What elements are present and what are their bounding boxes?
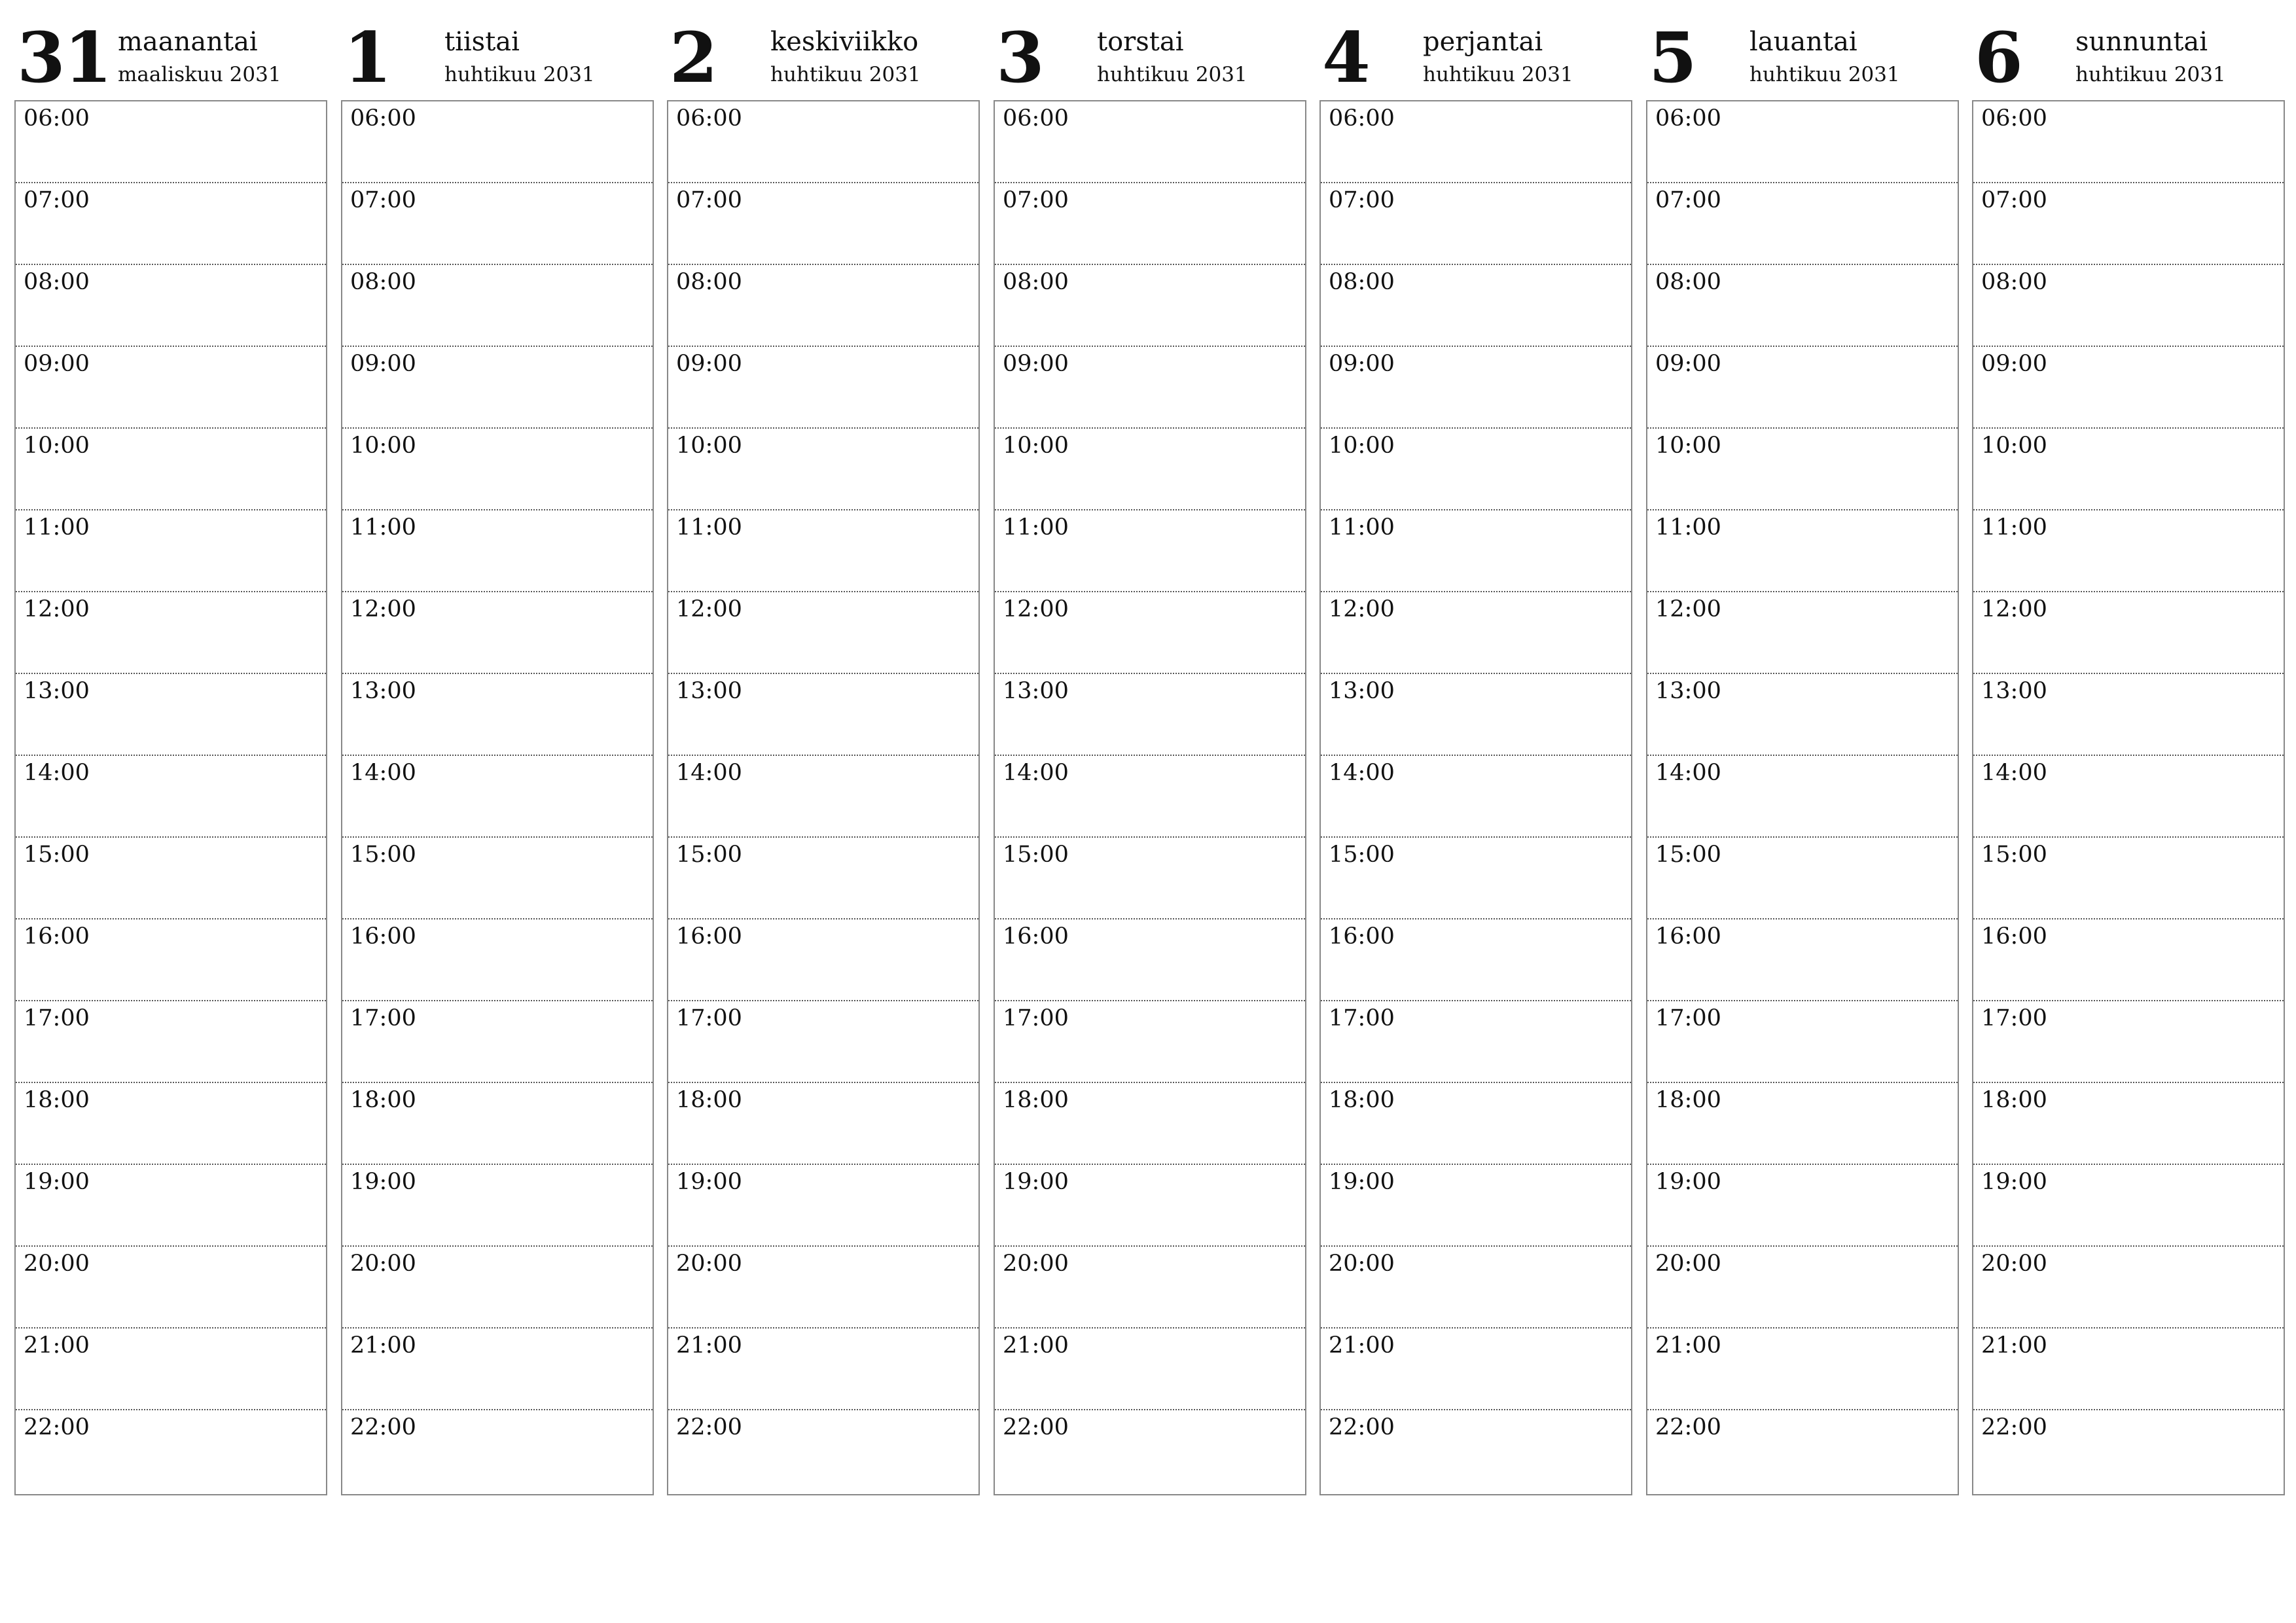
time-slot[interactable] (995, 1247, 1305, 1329)
time-slot[interactable] (16, 1329, 326, 1410)
day-month: huhtikuu 2031 (444, 63, 595, 86)
slot-time-label: 14:00 (1655, 760, 1721, 786)
slot-time-label: 18:00 (1655, 1087, 1721, 1113)
day-header (994, 0, 1306, 98)
day-name: torstai (1097, 27, 1184, 57)
time-slot[interactable] (1973, 510, 2284, 592)
slot-time-label: 08:00 (1329, 269, 1395, 295)
slot-time-label: 20:00 (24, 1251, 90, 1277)
slot-time-label: 13:00 (350, 678, 416, 704)
slot-time-label: 08:00 (24, 269, 90, 295)
time-slot[interactable] (1647, 592, 1958, 674)
time-slot[interactable] (995, 838, 1305, 919)
time-slot[interactable] (342, 1410, 653, 1492)
time-slot[interactable] (1973, 1410, 2284, 1492)
slot-time-label: 15:00 (676, 842, 742, 868)
time-slot[interactable] (342, 919, 653, 1001)
slot-time-label: 14:00 (24, 760, 90, 786)
time-slot[interactable] (1321, 1001, 1631, 1083)
slot-time-label: 17:00 (1329, 1005, 1395, 1031)
day-number: 6 (1975, 16, 2022, 98)
time-slot[interactable] (668, 1247, 978, 1329)
time-slot[interactable] (1647, 674, 1958, 756)
time-slot[interactable] (1973, 1083, 2284, 1165)
time-slot[interactable] (668, 265, 978, 347)
time-slot[interactable] (1321, 510, 1631, 592)
day-month: huhtikuu 2031 (770, 63, 921, 86)
slot-time-label: 17:00 (1003, 1005, 1069, 1031)
slot-time-label: 09:00 (1329, 351, 1395, 377)
day-schedule-box (1972, 100, 2285, 1495)
slot-time-label: 11:00 (676, 514, 742, 541)
time-slot[interactable] (995, 1410, 1305, 1492)
slot-time-label: 17:00 (350, 1005, 416, 1031)
time-slot[interactable] (668, 919, 978, 1001)
slot-time-label: 20:00 (1655, 1251, 1721, 1277)
slot-time-label: 08:00 (1003, 269, 1069, 295)
day-schedule-box (1319, 100, 1632, 1495)
time-slot[interactable] (342, 183, 653, 265)
slot-time-label: 14:00 (1329, 760, 1395, 786)
time-slot[interactable] (1973, 592, 2284, 674)
time-slot[interactable] (1647, 919, 1958, 1001)
slot-time-label: 19:00 (676, 1169, 742, 1195)
day-month: huhtikuu 2031 (1749, 63, 1900, 86)
time-slot[interactable] (342, 1083, 653, 1165)
day-schedule-box (667, 100, 980, 1495)
slot-time-label: 21:00 (1329, 1332, 1395, 1359)
day-name: maanantai (118, 27, 258, 57)
day-number: 5 (1649, 16, 1696, 98)
day-month: huhtikuu 2031 (1097, 63, 1247, 86)
slot-time-label: 07:00 (1003, 187, 1069, 213)
slot-time-label: 12:00 (1003, 596, 1069, 622)
time-slot[interactable] (1647, 1329, 1958, 1410)
day-name: tiistai (444, 27, 520, 57)
time-slot[interactable] (995, 101, 1305, 183)
time-slot[interactable] (1973, 838, 2284, 919)
slot-time-label: 11:00 (350, 514, 416, 541)
time-slot[interactable] (1647, 838, 1958, 919)
slot-time-label: 09:00 (676, 351, 742, 377)
slot-time-label: 07:00 (24, 187, 90, 213)
time-slot[interactable] (668, 1001, 978, 1083)
time-slot[interactable] (1321, 183, 1631, 265)
time-slot[interactable] (1973, 1329, 2284, 1410)
slot-time-label: 09:00 (24, 351, 90, 377)
time-slot[interactable] (1321, 429, 1631, 510)
time-slot[interactable] (16, 1001, 326, 1083)
slot-time-label: 06:00 (350, 105, 416, 132)
slot-time-label: 22:00 (676, 1414, 742, 1440)
slot-time-label: 10:00 (1003, 433, 1069, 459)
slot-time-label: 10:00 (1329, 433, 1395, 459)
day-number: 2 (670, 16, 717, 98)
time-slot[interactable] (1321, 1329, 1631, 1410)
slot-time-label: 19:00 (350, 1169, 416, 1195)
slot-time-label: 20:00 (1003, 1251, 1069, 1277)
day-header (667, 0, 980, 98)
day-name: keskiviikko (770, 27, 919, 57)
slot-time-label: 21:00 (1655, 1332, 1721, 1359)
slot-time-label: 11:00 (1329, 514, 1395, 541)
day-number: 4 (1322, 16, 1369, 98)
slot-time-label: 16:00 (24, 923, 90, 950)
slot-time-label: 11:00 (1003, 514, 1069, 541)
time-slot[interactable] (995, 1001, 1305, 1083)
time-slot[interactable] (1973, 919, 2284, 1001)
slot-time-label: 08:00 (350, 269, 416, 295)
slot-time-label: 12:00 (350, 596, 416, 622)
slot-time-label: 20:00 (350, 1251, 416, 1277)
time-slot[interactable] (668, 510, 978, 592)
time-slot[interactable] (1647, 101, 1958, 183)
time-slot[interactable] (668, 592, 978, 674)
time-slot[interactable] (1321, 265, 1631, 347)
time-slot[interactable] (16, 510, 326, 592)
day-header (14, 0, 327, 98)
slot-time-label: 09:00 (1981, 351, 2047, 377)
slot-time-label: 06:00 (1003, 105, 1069, 132)
slot-time-label: 18:00 (1003, 1087, 1069, 1113)
slot-time-label: 15:00 (24, 842, 90, 868)
slot-time-label: 20:00 (1981, 1251, 2047, 1277)
time-slot[interactable] (1647, 1083, 1958, 1165)
slot-time-label: 06:00 (1981, 105, 2047, 132)
time-slot[interactable] (342, 1001, 653, 1083)
time-slot[interactable] (1321, 1083, 1631, 1165)
slot-time-label: 07:00 (350, 187, 416, 213)
time-slot[interactable] (995, 1165, 1305, 1247)
slot-time-label: 17:00 (1981, 1005, 2047, 1031)
time-slot[interactable] (1647, 1247, 1958, 1329)
slot-time-label: 15:00 (350, 842, 416, 868)
time-slot[interactable] (668, 183, 978, 265)
time-slot[interactable] (1973, 674, 2284, 756)
slot-time-label: 19:00 (1329, 1169, 1395, 1195)
time-slot[interactable] (1973, 183, 2284, 265)
time-slot[interactable] (1321, 592, 1631, 674)
day-header (341, 0, 654, 98)
slot-time-label: 16:00 (1329, 923, 1395, 950)
day-month: maaliskuu 2031 (118, 63, 281, 86)
slot-time-label: 19:00 (1981, 1169, 2047, 1195)
time-slot[interactable] (1647, 510, 1958, 592)
time-slot[interactable] (1321, 756, 1631, 838)
slot-time-label: 09:00 (1655, 351, 1721, 377)
time-slot[interactable] (1973, 1247, 2284, 1329)
slot-time-label: 16:00 (350, 923, 416, 950)
slot-time-label: 09:00 (350, 351, 416, 377)
time-slot[interactable] (668, 838, 978, 919)
day-name: perjantai (1423, 27, 1543, 57)
slot-time-label: 07:00 (1655, 187, 1721, 213)
time-slot[interactable] (342, 510, 653, 592)
slot-time-label: 21:00 (1981, 1332, 2047, 1359)
time-slot[interactable] (668, 347, 978, 429)
slot-time-label: 15:00 (1003, 842, 1069, 868)
time-slot[interactable] (16, 756, 326, 838)
slot-time-label: 11:00 (24, 514, 90, 541)
time-slot[interactable] (342, 1247, 653, 1329)
slot-time-label: 06:00 (1329, 105, 1395, 132)
time-slot[interactable] (1973, 347, 2284, 429)
slot-time-label: 22:00 (1981, 1414, 2047, 1440)
time-slot[interactable] (1973, 1001, 2284, 1083)
time-slot[interactable] (16, 674, 326, 756)
time-slot[interactable] (668, 429, 978, 510)
slot-time-label: 11:00 (1981, 514, 2047, 541)
slot-time-label: 18:00 (1329, 1087, 1395, 1113)
time-slot[interactable] (16, 592, 326, 674)
time-slot[interactable] (16, 838, 326, 919)
time-slot[interactable] (1321, 674, 1631, 756)
time-slot[interactable] (1321, 1410, 1631, 1492)
slot-time-label: 15:00 (1329, 842, 1395, 868)
time-slot[interactable] (995, 429, 1305, 510)
slot-time-label: 08:00 (1981, 269, 2047, 295)
slot-time-label: 12:00 (1981, 596, 2047, 622)
day-number: 3 (996, 16, 1043, 98)
slot-time-label: 21:00 (1003, 1332, 1069, 1359)
day-schedule-box (14, 100, 327, 1495)
time-slot[interactable] (668, 674, 978, 756)
time-slot[interactable] (995, 592, 1305, 674)
time-slot[interactable] (668, 1329, 978, 1410)
slot-time-label: 07:00 (676, 187, 742, 213)
slot-time-label: 13:00 (1003, 678, 1069, 704)
time-slot[interactable] (1973, 1165, 2284, 1247)
time-slot[interactable] (668, 1083, 978, 1165)
slot-time-label: 15:00 (1981, 842, 2047, 868)
time-slot[interactable] (1647, 183, 1958, 265)
time-slot[interactable] (342, 1165, 653, 1247)
time-slot[interactable] (1321, 347, 1631, 429)
time-slot[interactable] (1647, 265, 1958, 347)
time-slot[interactable] (16, 429, 326, 510)
time-slot[interactable] (1647, 429, 1958, 510)
slot-time-label: 20:00 (676, 1251, 742, 1277)
time-slot[interactable] (1973, 756, 2284, 838)
time-slot[interactable] (1973, 101, 2284, 183)
time-slot[interactable] (668, 756, 978, 838)
day-header (1646, 0, 1959, 98)
slot-time-label: 06:00 (24, 105, 90, 132)
time-slot[interactable] (16, 347, 326, 429)
slot-time-label: 18:00 (24, 1087, 90, 1113)
slot-time-label: 10:00 (676, 433, 742, 459)
time-slot[interactable] (16, 101, 326, 183)
slot-time-label: 22:00 (1003, 1414, 1069, 1440)
slot-time-label: 13:00 (1981, 678, 2047, 704)
time-slot[interactable] (668, 1410, 978, 1492)
time-slot[interactable] (1647, 1001, 1958, 1083)
time-slot[interactable] (16, 1247, 326, 1329)
time-slot[interactable] (16, 1410, 326, 1492)
time-slot[interactable] (1647, 1410, 1958, 1492)
slot-time-label: 12:00 (1655, 596, 1721, 622)
slot-time-label: 08:00 (1655, 269, 1721, 295)
time-slot[interactable] (995, 919, 1305, 1001)
slot-time-label: 07:00 (1329, 187, 1395, 213)
slot-time-label: 16:00 (1981, 923, 2047, 950)
time-slot[interactable] (995, 756, 1305, 838)
slot-time-label: 21:00 (24, 1332, 90, 1359)
time-slot[interactable] (1321, 1247, 1631, 1329)
slot-time-label: 06:00 (1655, 105, 1721, 132)
slot-time-label: 11:00 (1655, 514, 1721, 541)
day-month: huhtikuu 2031 (1423, 63, 1573, 86)
slot-time-label: 13:00 (1329, 678, 1395, 704)
time-slot[interactable] (342, 674, 653, 756)
day-number: 1 (344, 16, 391, 98)
slot-time-label: 21:00 (350, 1332, 416, 1359)
slot-time-label: 17:00 (24, 1005, 90, 1031)
slot-time-label: 14:00 (1003, 760, 1069, 786)
time-slot[interactable] (342, 1329, 653, 1410)
time-slot[interactable] (995, 1083, 1305, 1165)
slot-time-label: 08:00 (676, 269, 742, 295)
slot-time-label: 16:00 (1655, 923, 1721, 950)
slot-time-label: 10:00 (24, 433, 90, 459)
time-slot[interactable] (1321, 919, 1631, 1001)
slot-time-label: 14:00 (1981, 760, 2047, 786)
slot-time-label: 10:00 (1981, 433, 2047, 459)
day-header (1972, 0, 2285, 98)
time-slot[interactable] (342, 101, 653, 183)
time-slot[interactable] (342, 429, 653, 510)
time-slot[interactable] (342, 592, 653, 674)
slot-time-label: 17:00 (676, 1005, 742, 1031)
slot-time-label: 22:00 (350, 1414, 416, 1440)
slot-time-label: 21:00 (676, 1332, 742, 1359)
time-slot[interactable] (995, 674, 1305, 756)
time-slot[interactable] (16, 919, 326, 1001)
slot-time-label: 14:00 (350, 760, 416, 786)
time-slot[interactable] (995, 265, 1305, 347)
slot-time-label: 19:00 (1655, 1169, 1721, 1195)
slot-time-label: 19:00 (24, 1169, 90, 1195)
time-slot[interactable] (995, 347, 1305, 429)
slot-time-label: 22:00 (1329, 1414, 1395, 1440)
time-slot[interactable] (1647, 347, 1958, 429)
day-schedule-box (994, 100, 1306, 1495)
day-schedule-box (1646, 100, 1959, 1495)
time-slot[interactable] (995, 183, 1305, 265)
time-slot[interactable] (1647, 756, 1958, 838)
slot-time-label: 07:00 (1981, 187, 2047, 213)
time-slot[interactable] (1647, 1165, 1958, 1247)
slot-time-label: 12:00 (24, 596, 90, 622)
time-slot[interactable] (16, 1083, 326, 1165)
day-schedule-box (341, 100, 654, 1495)
day-header (1319, 0, 1632, 98)
time-slot[interactable] (342, 838, 653, 919)
day-number: 31 (17, 16, 111, 98)
slot-time-label: 19:00 (1003, 1169, 1069, 1195)
time-slot[interactable] (342, 756, 653, 838)
slot-time-label: 14:00 (676, 760, 742, 786)
time-slot[interactable] (1321, 1165, 1631, 1247)
time-slot[interactable] (16, 1165, 326, 1247)
slot-time-label: 13:00 (24, 678, 90, 704)
time-slot[interactable] (1321, 838, 1631, 919)
slot-time-label: 18:00 (350, 1087, 416, 1113)
slot-time-label: 12:00 (676, 596, 742, 622)
day-month: huhtikuu 2031 (2075, 63, 2226, 86)
slot-time-label: 15:00 (1655, 842, 1721, 868)
slot-time-label: 17:00 (1655, 1005, 1721, 1031)
time-slot[interactable] (342, 347, 653, 429)
slot-time-label: 18:00 (1981, 1087, 2047, 1113)
time-slot[interactable] (995, 510, 1305, 592)
time-slot[interactable] (1973, 429, 2284, 510)
slot-time-label: 09:00 (1003, 351, 1069, 377)
time-slot[interactable] (16, 265, 326, 347)
day-name: lauantai (1749, 27, 1857, 57)
slot-time-label: 10:00 (350, 433, 416, 459)
slot-time-label: 18:00 (676, 1087, 742, 1113)
slot-time-label: 20:00 (1329, 1251, 1395, 1277)
slot-time-label: 10:00 (1655, 433, 1721, 459)
slot-time-label: 22:00 (1655, 1414, 1721, 1440)
slot-time-label: 22:00 (24, 1414, 90, 1440)
time-slot[interactable] (342, 265, 653, 347)
time-slot[interactable] (1321, 101, 1631, 183)
slot-time-label: 13:00 (676, 678, 742, 704)
time-slot[interactable] (995, 1329, 1305, 1410)
slot-time-label: 12:00 (1329, 596, 1395, 622)
slot-time-label: 13:00 (1655, 678, 1721, 704)
day-name: sunnuntai (2075, 27, 2208, 57)
time-slot[interactable] (1973, 265, 2284, 347)
slot-time-label: 16:00 (676, 923, 742, 950)
time-slot[interactable] (668, 101, 978, 183)
slot-time-label: 06:00 (676, 105, 742, 132)
slot-time-label: 16:00 (1003, 923, 1069, 950)
time-slot[interactable] (16, 183, 326, 265)
time-slot[interactable] (668, 1165, 978, 1247)
